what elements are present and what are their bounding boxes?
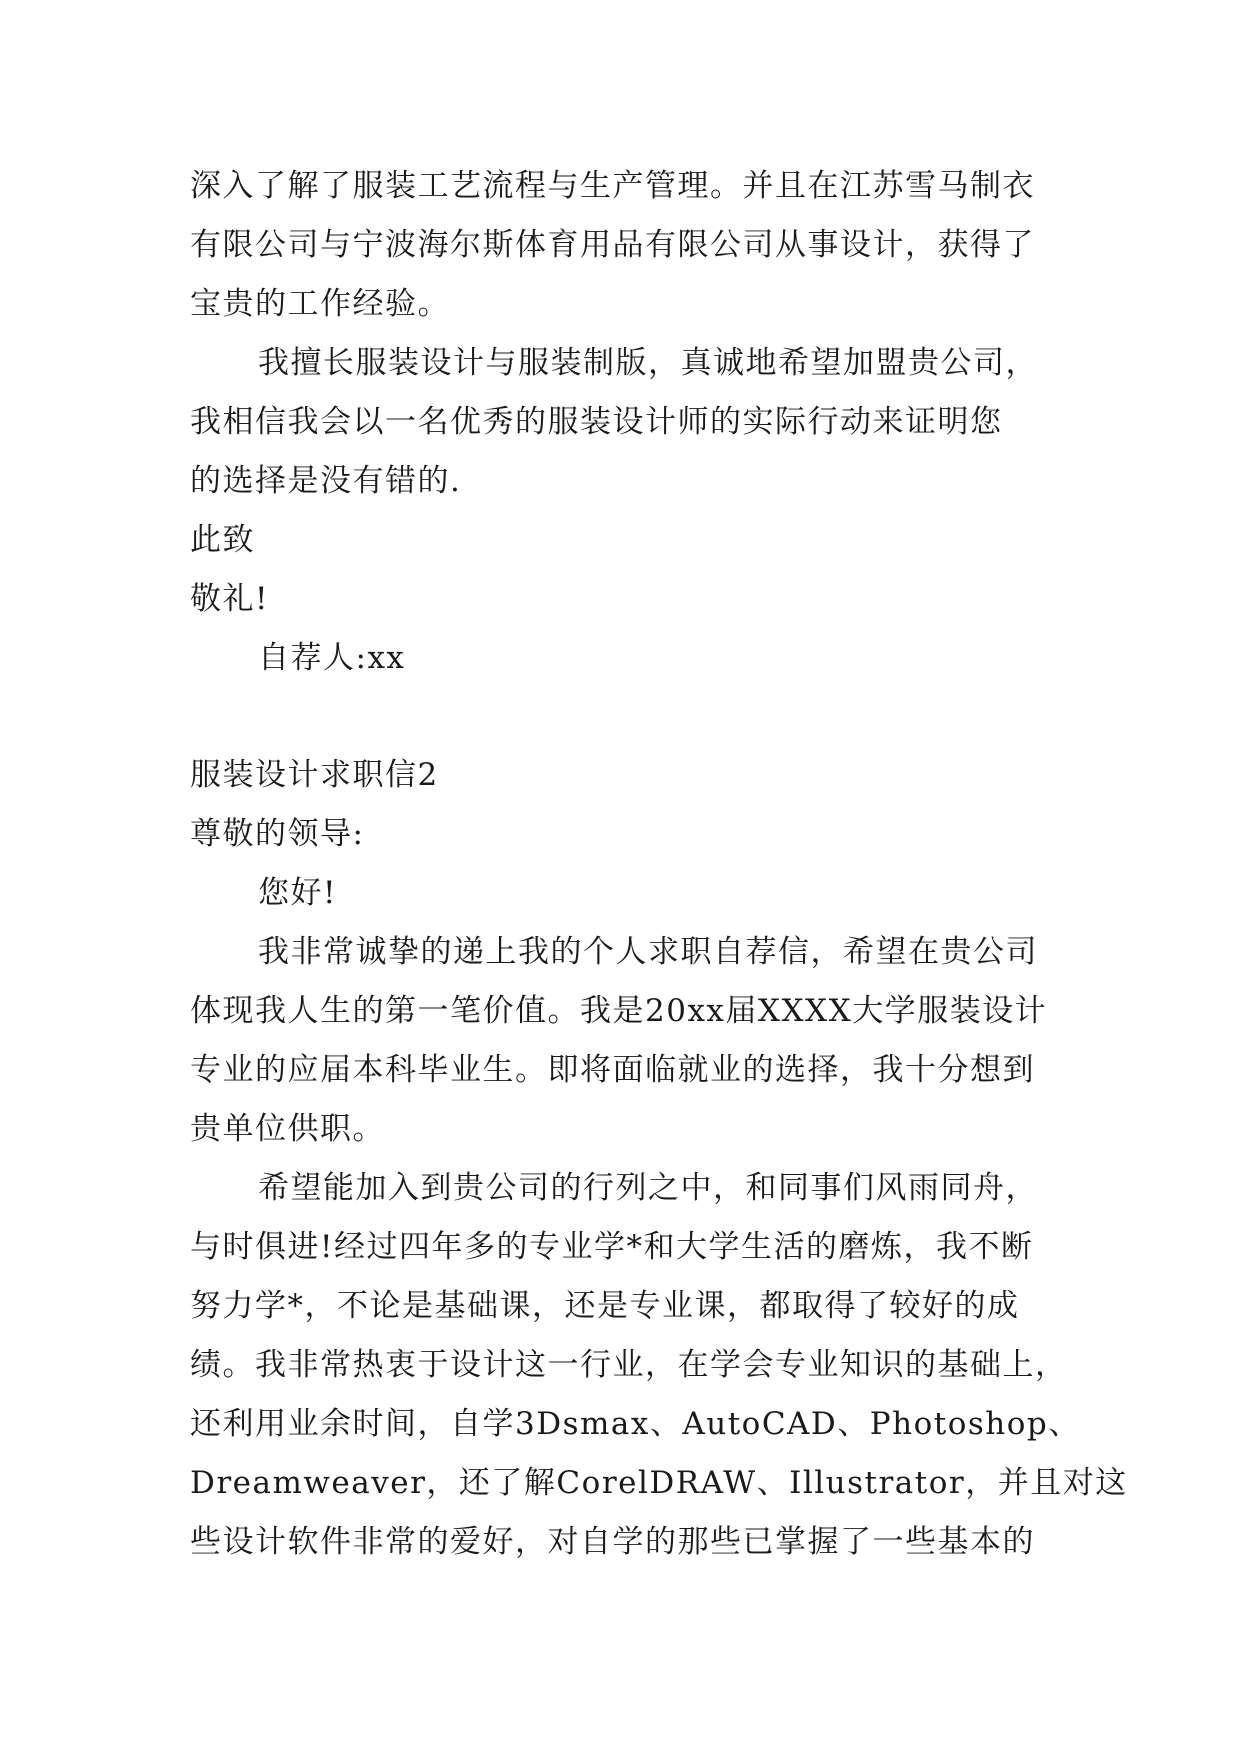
paragraph-line: 绩。我非常热衷于设计这一行业，在学会专业知识的基础上， [190, 1347, 1068, 1383]
paragraph-line: 专业的应届本科毕业生。即将面临就业的选择，我十分想到 [190, 1052, 1035, 1088]
paragraph-line: 体现我人生的第一笔价值。我是20xx届XXXX大学服装设计 [190, 993, 1048, 1029]
paragraph-line: 宝贵的工作经验。 [190, 286, 450, 322]
paragraph-line: 我非常诚挚的递上我的个人求职自荐信，希望在贵公司 [258, 934, 1038, 970]
paragraph-line: 有限公司与宁波海尔斯体育用品有限公司从事设计，获得了 [190, 227, 1035, 263]
closing-line: 敬礼! [190, 581, 269, 617]
paragraph-line: 还利用业余时间，自学3Dsmax、AutoCAD、Photoshop、 [190, 1406, 1081, 1442]
greeting: 您好! [258, 875, 337, 911]
paragraph-line: 些设计软件非常的爱好，对自学的那些已掌握了一些基本的 [190, 1524, 1035, 1560]
paragraph-line: 我相信我会以一名优秀的服装设计师的实际行动来证明您 [190, 404, 1003, 440]
signature-line: 自荐人:xx [258, 640, 406, 676]
paragraph-line: 努力学*，不论是基础课，还是专业课，都取得了较好的成 [190, 1288, 1020, 1324]
salutation: 尊敬的领导: [190, 816, 365, 852]
paragraph-line: 希望能加入到贵公司的行列之中，和同事们风雨同舟， [258, 1170, 1038, 1206]
section-title: 服装设计求职信2 [190, 757, 439, 793]
paragraph-line: 贵单位供职。 [190, 1111, 385, 1147]
paragraph-line: 与时俱进!经过四年多的专业学*和大学生活的磨炼，我不断 [190, 1229, 1034, 1265]
paragraph-line: Dreamweaver，还了解CorelDRAW、Illustrator，并且对这 [190, 1465, 1128, 1501]
paragraph-line: 我擅长服装设计与服装制版，真诚地希望加盟贵公司， [258, 345, 1038, 381]
closing-line: 此致 [190, 522, 255, 558]
paragraph-line: 的选择是没有错的. [190, 463, 462, 499]
paragraph-line: 深入了解了服装工艺流程与生产管理。并且在江苏雪马制衣 [190, 168, 1035, 204]
